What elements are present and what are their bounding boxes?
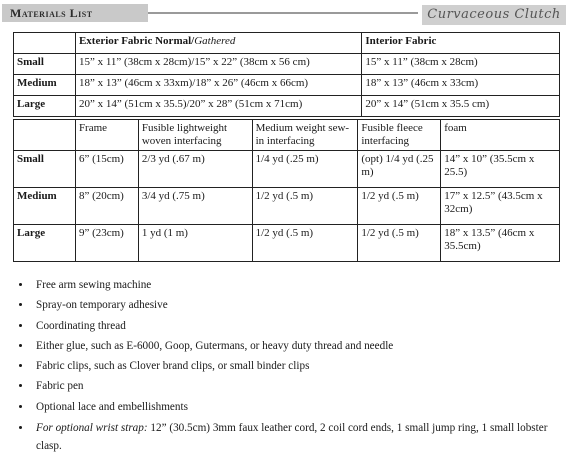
interior-cell: 15” x 11” (38cm x 28cm) bbox=[362, 54, 560, 75]
list-item: • Free arm sewing machine bbox=[32, 275, 570, 295]
fabric-table bbox=[13, 32, 560, 117]
fusible-cell: 1 yd (1 m) bbox=[138, 225, 252, 262]
header-cell-frame: Frame bbox=[75, 120, 138, 151]
exterior-cell: 20” x 14” (51cm x 35.5)/20” x 28” (51cm x 71cm) bbox=[75, 96, 361, 117]
exterior-cell: 15” x 11” (38cm x 28cm)/15” x 22” (38cm x 56 cm) bbox=[75, 54, 361, 75]
fusible-cell: 2/3 yd (.67 m) bbox=[138, 151, 252, 188]
header-cell-exterior bbox=[75, 33, 361, 54]
page-title: Materials List bbox=[10, 6, 93, 20]
header-exterior-gathered: Gathered bbox=[194, 35, 236, 47]
frame-cell: 6” (15cm) bbox=[75, 151, 138, 188]
fleece-cell: (opt) 1/4 yd (.25 m) bbox=[358, 151, 441, 188]
fleece-cell: 1/2 yd (.5 m) bbox=[358, 225, 441, 262]
table-row bbox=[14, 54, 560, 75]
table-row bbox=[14, 225, 560, 262]
strap-label: For optional wrist strap: bbox=[36, 422, 148, 435]
strap-text: 12” (30.5cm) 3mm faux leather cord, 2 coil cord ends, 1 small jump ring, 1 small lobster clasp. bbox=[36, 422, 548, 453]
frame-cell: 8” (20cm) bbox=[75, 188, 138, 225]
sewin-cell: 1/2 yd (.5 m) bbox=[252, 225, 358, 262]
header-cell-fusible: Fusible lightweight woven interfacing bbox=[138, 120, 252, 151]
row-label: Small bbox=[14, 54, 76, 75]
table-header-row bbox=[14, 120, 560, 151]
header-cell-interior: Interior Fabric bbox=[362, 33, 560, 54]
row-label: Large bbox=[14, 96, 76, 117]
table-row bbox=[14, 75, 560, 96]
sewin-cell: 1/2 yd (.5 m) bbox=[252, 188, 358, 225]
table-row bbox=[14, 188, 560, 225]
table-row bbox=[14, 151, 560, 188]
foam-cell: 14” x 10” (35.5cm x 25.5) bbox=[441, 151, 560, 188]
list-item: • Fabric pen bbox=[32, 376, 570, 396]
list-item-strap bbox=[32, 417, 570, 455]
sewin-cell: 1/4 yd (.25 m) bbox=[252, 151, 358, 188]
foam-cell: 18” x 13.5” (46cm x 35.5cm) bbox=[441, 225, 560, 262]
interior-cell: 20” x 14” (51cm x 35.5 cm) bbox=[362, 96, 560, 117]
header-cell-empty bbox=[14, 120, 76, 151]
header-exterior-normal: Exterior Fabric Normal/ bbox=[78, 35, 195, 47]
brand-logo: Curvaceous Clutch bbox=[422, 5, 566, 25]
row-label: Medium bbox=[14, 188, 76, 225]
header-cell-sewin: Medium weight sew-in interfacing bbox=[252, 120, 358, 151]
list-item: • Spray-on temporary adhesive bbox=[32, 295, 570, 315]
fleece-cell: 1/2 yd (.5 m) bbox=[358, 188, 441, 225]
header-rule bbox=[148, 12, 418, 14]
exterior-cell: 18” x 13” (46cm x 33xm)/18” x 26” (46cm x 66cm) bbox=[75, 75, 361, 96]
list-item: • Fabric clips, such as Clover brand clips, or small binder clips bbox=[32, 356, 570, 376]
list-item: • Optional lace and embellishments bbox=[32, 397, 570, 417]
row-label: Small bbox=[14, 151, 76, 188]
fusible-cell: 3/4 yd (.75 m) bbox=[138, 188, 252, 225]
header-cell-fleece: Fusible fleece interfacing bbox=[358, 120, 441, 151]
foam-cell: 17” x 12.5” (43.5cm x 32cm) bbox=[441, 188, 560, 225]
notions-table bbox=[13, 119, 560, 262]
header-cell-foam: foam bbox=[441, 120, 560, 151]
table-header-row bbox=[14, 33, 560, 54]
list-item: • Coordinating thread bbox=[32, 316, 570, 336]
materials-list bbox=[10, 275, 570, 455]
row-label: Medium bbox=[14, 75, 76, 96]
list-item: • Either glue, such as E-6000, Goop, Gutermans, or heavy duty thread and needle bbox=[32, 336, 570, 356]
row-label: Large bbox=[14, 225, 76, 262]
interior-cell: 18” x 13” (46cm x 33cm) bbox=[362, 75, 560, 96]
header bbox=[0, 0, 570, 24]
header-cell-empty bbox=[14, 33, 76, 54]
table-row bbox=[14, 96, 560, 117]
frame-cell: 9” (23cm) bbox=[75, 225, 138, 262]
